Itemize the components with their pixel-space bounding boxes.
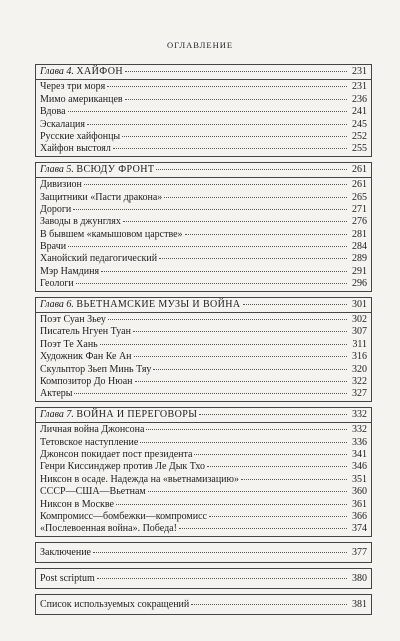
dot-leader (68, 245, 347, 247)
dot-leader (123, 220, 347, 222)
entry-title: Композитор До Нюан (40, 375, 133, 387)
entry-row (40, 326, 367, 338)
page-number: 332 (352, 424, 367, 436)
page-number: 261 (352, 179, 367, 191)
entry-row (40, 437, 367, 449)
chapter-label: Глава 6. (40, 298, 74, 310)
page-number: 271 (352, 203, 367, 215)
extra-row (40, 596, 367, 614)
entry-title: Личная война Джонсона (40, 424, 145, 436)
entry-row (40, 474, 367, 486)
chapter-label: Глава 7. (40, 408, 74, 420)
page-number: 231 (352, 81, 367, 93)
chapter-divider (36, 312, 371, 313)
dot-leader (148, 490, 347, 492)
entry-title: Геологи (40, 278, 74, 290)
dot-leader (135, 380, 347, 382)
entry-title: Список используемых сокращений (40, 598, 190, 610)
entry-row (40, 314, 367, 326)
extra-section (35, 568, 372, 589)
page-number: 366 (352, 510, 367, 522)
entry-title: Заводы в джунглях (40, 216, 121, 228)
dot-leader (194, 453, 347, 455)
entry-title: Генри Киссинджер против Ле Дык Тхо (40, 461, 206, 473)
entry-title: Врачи (40, 241, 67, 253)
page-number: 296 (352, 278, 367, 290)
entry-title: Защитники «Пасти дракона» (40, 191, 163, 203)
entry-title: Джонсон покидает пост президента (40, 448, 193, 460)
entry-row (40, 106, 367, 118)
page-number: 327 (352, 388, 367, 400)
entry-title: Писатель Нгуен Туан (40, 326, 131, 338)
chapter-label: Глава 4. (40, 66, 74, 77)
page-number: 307 (352, 326, 367, 338)
entry-row (40, 216, 367, 228)
page-number: 289 (352, 253, 367, 265)
page-number: 360 (352, 486, 367, 498)
entry-title: Никсон в Москве (40, 498, 114, 510)
entry-row (40, 229, 367, 241)
entry-title: Эскалация (40, 118, 86, 130)
dot-leader (113, 147, 347, 149)
page-number: 241 (352, 106, 367, 118)
dot-leader (68, 110, 347, 112)
entry-row (40, 131, 367, 143)
dot-leader (185, 233, 347, 235)
page-number: 231 (352, 66, 367, 77)
entry-title: Поэт Те Хань (40, 338, 98, 350)
chapter-row (40, 299, 367, 311)
page-number: 336 (352, 436, 367, 448)
entry-row (40, 241, 367, 253)
extra-row (40, 544, 367, 562)
dot-leader (159, 257, 347, 259)
page-header: ОГЛАВЛЕНИЕ (166, 40, 234, 50)
entry-row (40, 266, 367, 278)
dot-leader (122, 135, 347, 137)
chapter-section (35, 162, 372, 292)
page-number: 311 (352, 338, 367, 350)
dot-leader (243, 303, 347, 305)
entry-title: Дивизион (40, 179, 82, 191)
entry-row (40, 143, 367, 155)
dot-leader (74, 392, 347, 394)
page-number: 302 (352, 314, 367, 326)
dot-leader (116, 503, 347, 505)
entry-row (40, 499, 367, 511)
entry-title: «Послевоенная война». Победа! (40, 523, 177, 535)
chapter-section (35, 297, 372, 402)
dot-leader (73, 208, 347, 210)
page-number: 380 (352, 572, 367, 584)
entry-title: Мимо американцев (40, 93, 123, 105)
dot-leader (199, 413, 347, 415)
entry-title: Вдова (40, 106, 66, 118)
dot-leader (153, 368, 347, 370)
extra-row (40, 570, 367, 588)
page-number: 252 (352, 130, 367, 142)
dot-leader (107, 85, 347, 87)
chapter-row (40, 164, 367, 176)
page-number: 320 (352, 363, 367, 375)
dot-leader (125, 70, 347, 72)
dot-leader (134, 355, 347, 357)
dot-leader (209, 515, 347, 517)
dot-leader (84, 183, 347, 185)
entry-row (40, 523, 367, 535)
dot-leader (101, 270, 347, 272)
extra-section (35, 594, 372, 615)
entry-row (40, 253, 367, 265)
entry-title: Мэр Намдиня (40, 265, 100, 277)
chapter-row (40, 66, 367, 78)
dot-leader (97, 577, 347, 579)
chapter-title: ВЬЕТНАМСКИЕ МУЗЫ И ВОЙНА (76, 298, 241, 310)
page-number: 265 (352, 191, 367, 203)
page-number: 322 (352, 375, 367, 387)
entry-row (40, 278, 367, 290)
entry-row (40, 351, 367, 363)
dot-leader (146, 428, 347, 430)
entry-row (40, 511, 367, 523)
entry-title: Никсон в осаде. Надежда на «вьетнамизацию» (40, 473, 240, 485)
entry-row (40, 376, 367, 388)
entry-title: Дороги (40, 203, 72, 215)
chapter-divider (36, 422, 371, 423)
chapter-label: Глава 5. (40, 163, 74, 175)
dot-leader (125, 98, 347, 100)
dot-leader (156, 168, 347, 170)
entry-row (40, 81, 367, 93)
page-number: 281 (352, 228, 367, 240)
entry-row (40, 119, 367, 131)
page-number: 284 (352, 241, 367, 253)
dot-leader (108, 318, 347, 320)
page-number: 341 (352, 448, 367, 460)
chapter-section (35, 407, 372, 537)
page-number: 291 (352, 265, 367, 277)
entry-title: Через три моря (40, 81, 106, 93)
entry-row (40, 388, 367, 400)
dot-leader (191, 603, 347, 605)
dot-leader (241, 478, 347, 480)
entry-title: Хайфон выстоял (40, 143, 111, 155)
dot-leader (87, 123, 347, 125)
page-number: 351 (352, 473, 367, 485)
dot-leader (76, 282, 347, 284)
table-of-contents (35, 64, 372, 615)
dot-leader (100, 343, 347, 345)
page-number: 276 (352, 216, 367, 228)
entry-title: Художник Фан Ке Ан (40, 351, 132, 363)
entry-title: Тетовское наступление (40, 436, 139, 448)
page-number: 377 (352, 546, 367, 558)
page-number: 261 (352, 163, 367, 175)
entry-row (40, 486, 367, 498)
entry-row (40, 339, 367, 351)
entry-title: Актеры (40, 388, 73, 400)
entry-title: Post scriptum (40, 572, 95, 584)
entry-title: Поэт Суан Зьеу (40, 314, 106, 326)
entry-row (40, 461, 367, 473)
chapter-divider (36, 177, 371, 178)
chapter-divider (36, 79, 371, 80)
extra-section (35, 542, 372, 563)
dot-leader (179, 527, 347, 529)
entry-row (40, 449, 367, 461)
dot-leader (140, 441, 347, 443)
dot-leader (207, 465, 347, 467)
page-number: 316 (352, 351, 367, 363)
entry-row (40, 192, 367, 204)
page-number: 346 (352, 461, 367, 473)
chapter-title: ХАЙФОН (76, 66, 123, 77)
chapter-section (35, 64, 372, 157)
chapter-row (40, 409, 367, 421)
entry-row (40, 94, 367, 106)
page-number: 361 (352, 498, 367, 510)
dot-leader (133, 330, 347, 332)
entry-row (40, 364, 367, 376)
entry-title: Заключение (40, 546, 91, 558)
entry-title: СССР—США—Вьетнам (40, 486, 146, 498)
page-number: 381 (352, 598, 367, 610)
page-number: 245 (352, 118, 367, 130)
page-number: 301 (352, 298, 367, 310)
entry-row (40, 424, 367, 436)
chapter-title: ВОЙНА И ПЕРЕГОВОРЫ (76, 408, 198, 420)
dot-leader (164, 196, 347, 198)
entry-title: Компромисс—бомбежки—компромисс (40, 510, 207, 522)
entry-title: Скульптор Зьеп Минь Тяу (40, 363, 152, 375)
page-number: 332 (352, 408, 367, 420)
page-number: 236 (352, 93, 367, 105)
entry-row (40, 179, 367, 191)
page-number: 255 (352, 143, 367, 155)
dot-leader (93, 551, 347, 553)
entry-row (40, 204, 367, 216)
entry-title: Ханойский педагогический (40, 253, 158, 265)
entry-title: В бывшем «камышовом царстве» (40, 228, 183, 240)
entry-title: Русские хайфонцы (40, 130, 121, 142)
page-number: 374 (352, 523, 367, 535)
chapter-title: ВСЮДУ ФРОНТ (76, 163, 155, 175)
